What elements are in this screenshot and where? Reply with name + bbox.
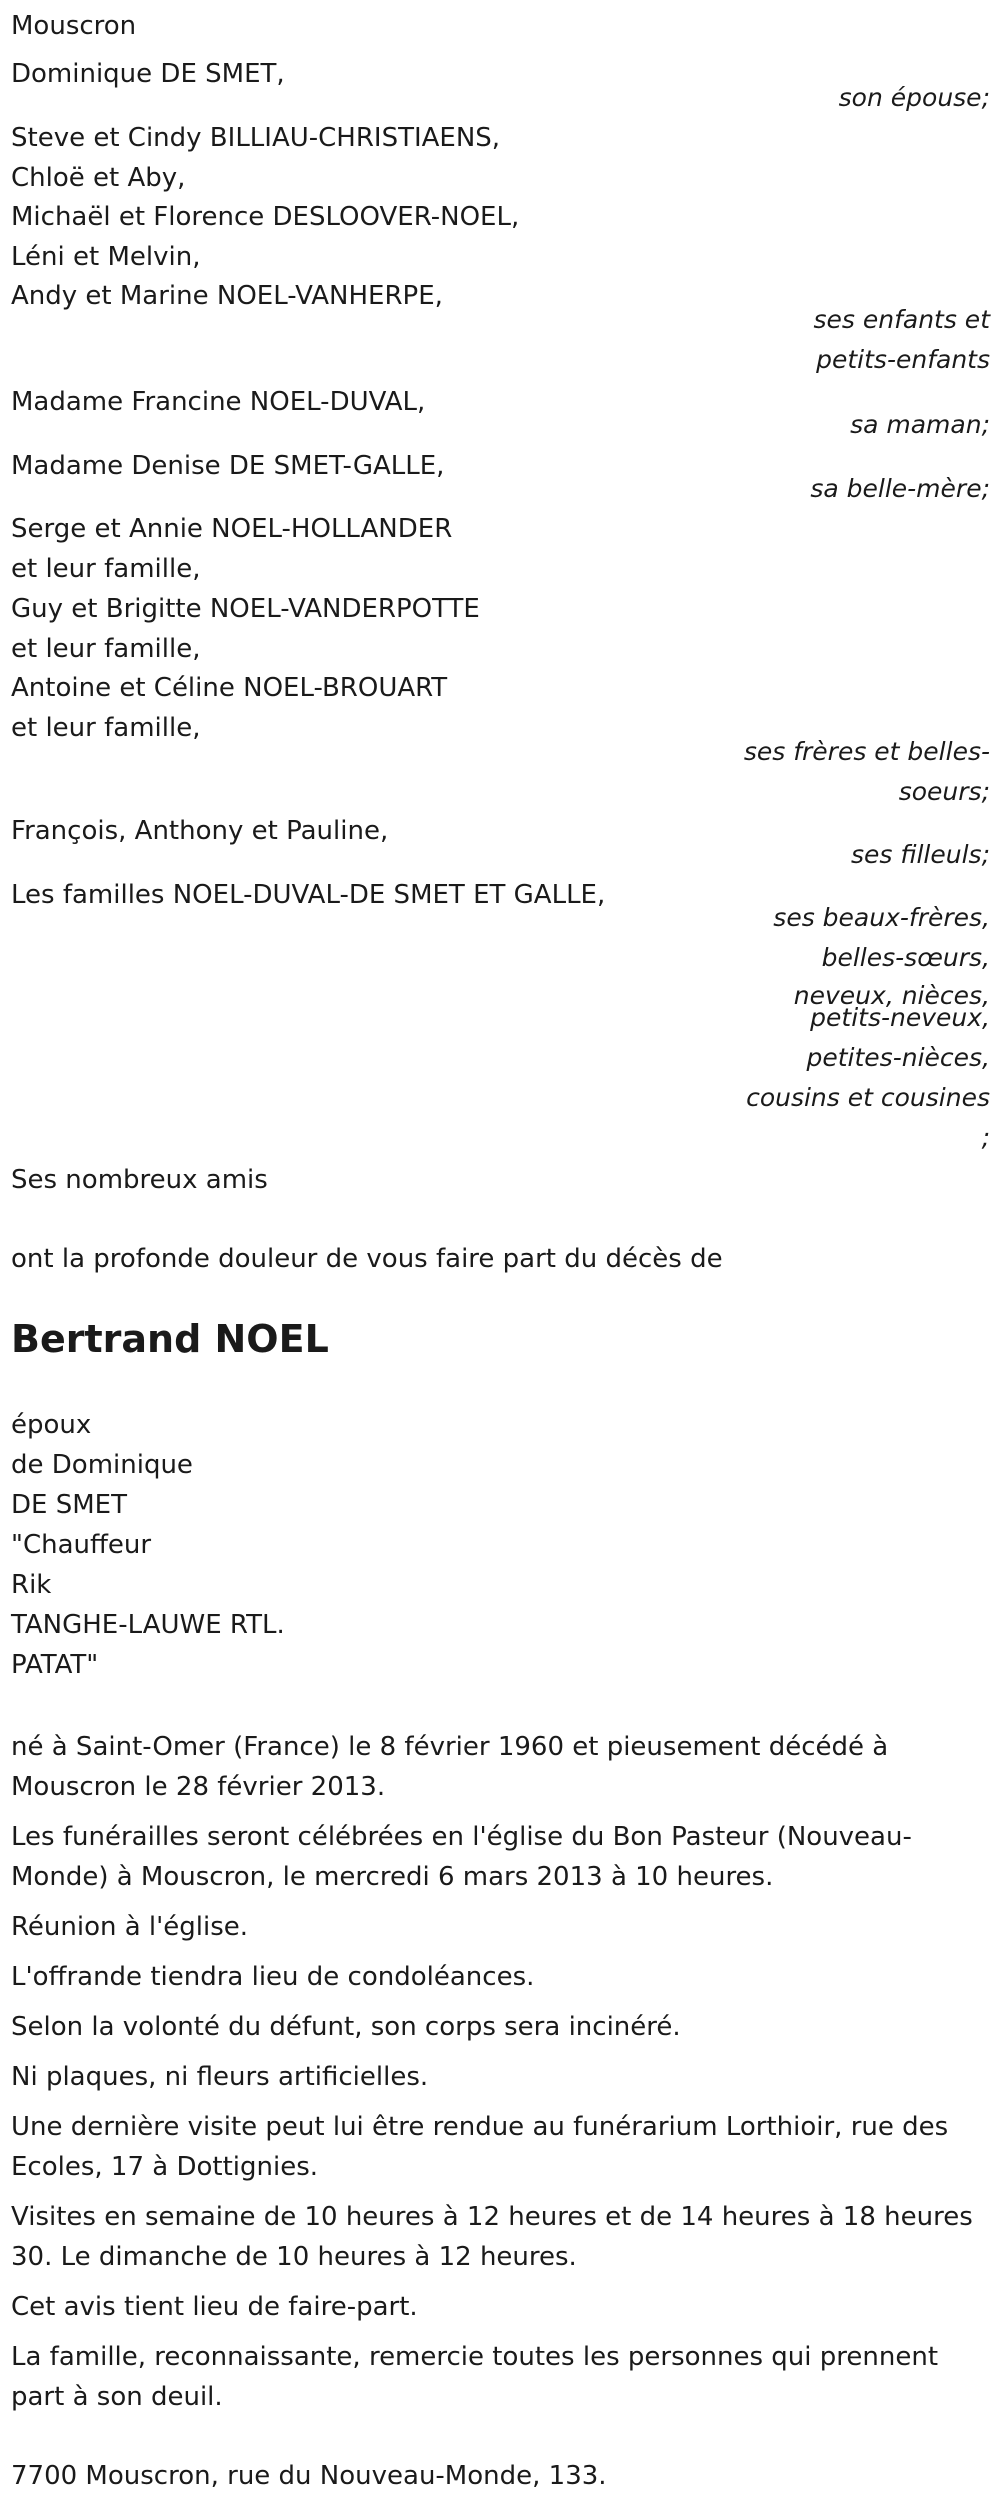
detail-line: Les funérailles seront célébrées en l'église du Bon Pasteur (Nouveau- xyxy=(11,1822,912,1852)
detail-line: Ni plaques, ni fleurs artificielles. xyxy=(11,2062,429,2092)
friends-line: Ses nombreux amis xyxy=(11,1165,268,1195)
detail-line: 30. Le dimanche de 10 heures à 12 heures. xyxy=(11,2242,577,2272)
family-line: Madame Francine NOEL-DUVAL, xyxy=(11,387,426,417)
detail-line: La famille, reconnaissante, remercie toutes les personnes qui prennent xyxy=(11,2342,939,2372)
family-line: Léni et Melvin, xyxy=(11,242,201,272)
spouse-line: DE SMET xyxy=(11,1490,127,1520)
detail-line: Visites en semaine de 10 heures à 12 heures et de 14 heures à 18 heures xyxy=(11,2202,973,2232)
relation-line: son épouse; xyxy=(838,83,990,112)
family-line: Les familles NOEL-DUVAL-DE SMET ET GALLE, xyxy=(11,880,606,910)
spouse-line: TANGHE-LAUWE RTL. xyxy=(11,1610,285,1640)
relation-line: petits-enfants xyxy=(816,345,990,374)
relation-line: ses beaux-frères, xyxy=(773,903,990,932)
deceased-name: Bertrand NOEL xyxy=(11,1317,329,1361)
family-line: et leur famille, xyxy=(11,554,201,584)
detail-line: part à son deuil. xyxy=(11,2382,223,2412)
relation-line: belles-sœurs, xyxy=(821,943,990,972)
announcement-line: ont la profonde douleur de vous faire part du décès de xyxy=(11,1244,723,1274)
family-line: François, Anthony et Pauline, xyxy=(11,816,389,846)
detail-line: Cet avis tient lieu de faire-part. xyxy=(11,2292,418,2322)
relation-line: sa maman; xyxy=(850,410,990,439)
family-line: Chloë et Aby, xyxy=(11,163,186,193)
town-line: Mouscron xyxy=(11,11,137,41)
family-line: et leur famille, xyxy=(11,634,201,664)
relation-line: ses frères et belles- xyxy=(743,737,990,766)
family-line: Steve et Cindy BILLIAU-CHRISTIAENS, xyxy=(11,123,501,153)
family-line: Andy et Marine NOEL-VANHERPE, xyxy=(11,281,443,311)
address-line: 7700 Mouscron, rue du Nouveau-Monde, 133. xyxy=(11,2461,607,2491)
spouse-line: de Dominique xyxy=(11,1450,193,1480)
detail-line: Mouscron le 28 février 2013. xyxy=(11,1772,386,1802)
spouse-line: époux xyxy=(11,1410,92,1440)
spouse-line: Rik xyxy=(11,1570,52,1600)
family-line: Antoine et Céline NOEL-BROUART xyxy=(11,673,448,703)
spouse-line: PATAT" xyxy=(11,1650,99,1680)
detail-line: L'offrande tiendra lieu de condoléances. xyxy=(11,1962,535,1992)
relation-line: ses filleuls; xyxy=(850,840,990,869)
family-line: Guy et Brigitte NOEL-VANDERPOTTE xyxy=(11,594,480,624)
detail-line: Une dernière visite peut lui être rendue au funérarium Lorthioir, rue des xyxy=(11,2112,949,2142)
relation-line: neveux, nièces, xyxy=(793,981,990,1010)
family-line: Michaël et Florence DESLOOVER-NOEL, xyxy=(11,202,520,232)
relation-line: cousins et cousines xyxy=(746,1083,990,1112)
relation-line: soeurs; xyxy=(898,777,990,806)
family-line: Serge et Annie NOEL-HOLLANDER xyxy=(11,514,453,544)
relation-line: sa belle-mère; xyxy=(810,474,990,503)
relation-line: ses enfants et xyxy=(813,305,990,334)
spouse-line: "Chauffeur xyxy=(11,1530,152,1560)
family-line: Dominique DE SMET, xyxy=(11,59,285,89)
family-line: et leur famille, xyxy=(11,713,201,743)
detail-line: Selon la volonté du défunt, son corps sera incinéré. xyxy=(11,2012,681,2042)
relation-line: petits-neveux, xyxy=(810,1003,990,1032)
detail-line: Ecoles, 17 à Dottignies. xyxy=(11,2152,319,2182)
family-line: Madame Denise DE SMET-GALLE, xyxy=(11,451,445,481)
detail-line: né à Saint-Omer (France) le 8 février 1960 et pieusement décédé à xyxy=(11,1732,889,1762)
relation-line: ; xyxy=(981,1123,990,1152)
detail-line: Réunion à l'église. xyxy=(11,1912,249,1942)
detail-line: Monde) à Mouscron, le mercredi 6 mars 2013 à 10 heures. xyxy=(11,1862,774,1892)
relation-line: petites-nièces, xyxy=(806,1043,990,1072)
